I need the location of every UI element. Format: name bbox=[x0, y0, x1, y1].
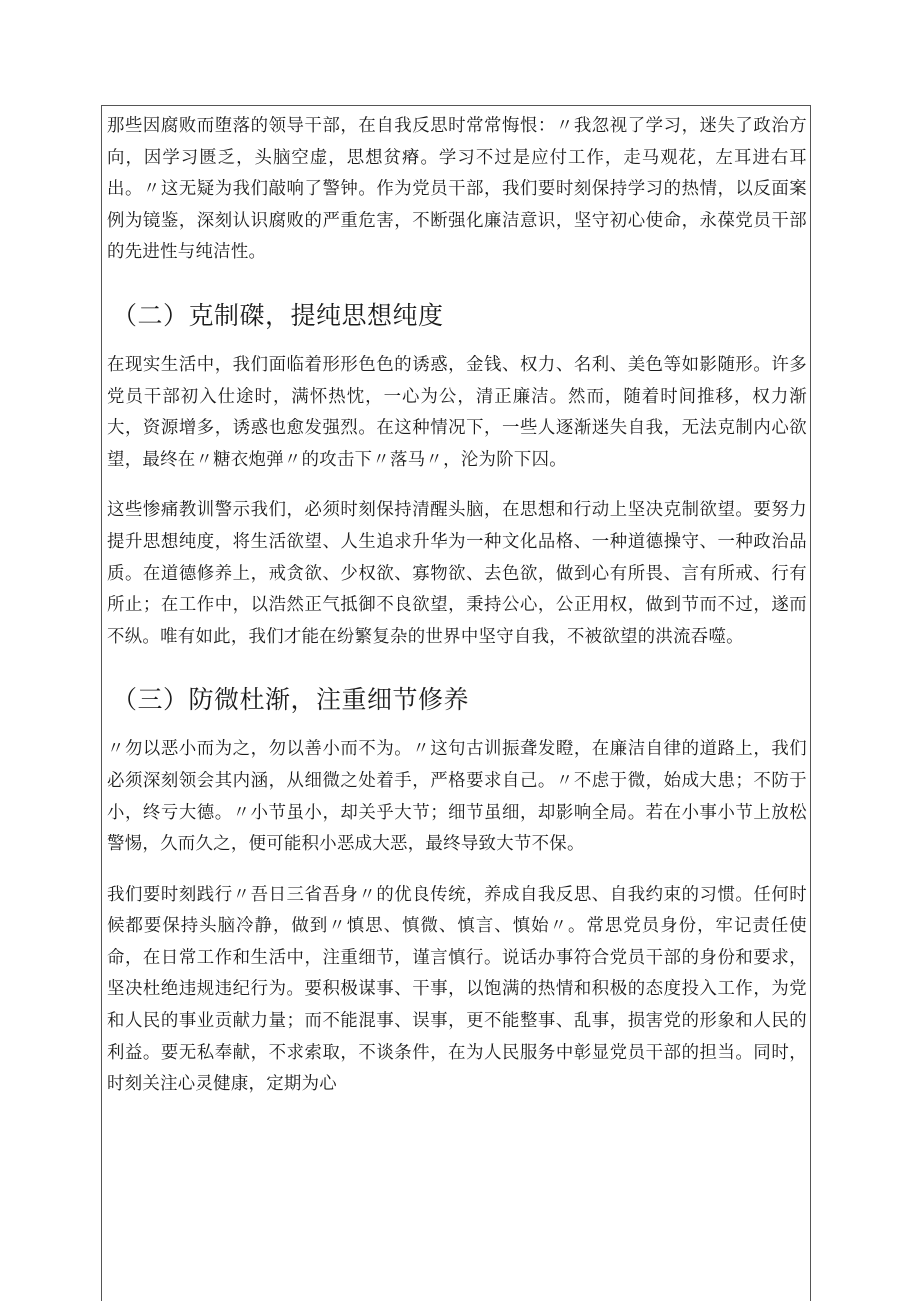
paragraph: 这些惨痛教训警示我们，必须时刻保持清醒头脑，在思想和行动上坚决克制欲望。要努力提升思想纯度，将生活欲望、人生追求升华为一种文化品格、一种道德操守、一种政治品质。在道德修养上，戒贪欲、少权欲、寡物欲、去色欲，做到心有所畏、言有所戒、行有所止；在工作中，以浩然正气抵御不良欲望，秉持公心，公正用权，做到节而不过，遂而不纵。唯有如此，我们才能在纷繁复杂的世界中坚守自我，不被欲望的洪流吞噬。 bbox=[107, 500, 807, 647]
paragraph: 〃勿以恶小而为之，勿以善小而不为。〃这句古训振聋发瞪，在廉洁自律的道路上，我们必须深刻领会其内涵，从细微之处着手，严格要求自己。〃不虑于微，始成大患；不防于小，终亏大德。〃小节虽小，却关乎大节；细节虽细，却影响全局。若在小事小节上放松警惕，久而久之，便可能积小恶成大恶，最终导致大节不保。 bbox=[107, 739, 807, 855]
paragraph: 在现实生活中，我们面临着形形色色的诱惑，金钱、权力、名利、美色等如影随形。许多党员干部初入仕途时，满怀热忱，一心为公，清正廉洁。然而，随着时间推移，权力渐大，资源增多，诱惑也愈发强烈。在这种情况下，一些人逐渐迷失自我，无法克制内心欲望，最终在〃糖衣炮弹〃的攻击下〃落马〃，沦为阶下囚。 bbox=[107, 354, 807, 470]
paragraph-intro: 那些因腐败而堕落的领导干部，在自我反思时常常悔恨：〃我忽视了学习，迷失了政治方向，因学习匮乏，头脑空虚，思想贫瘠。学习不过是应付工作，走马观花，左耳进右耳出。〃这无疑为我们敲响了警钟。作为党员干部，我们要时刻保持学习的热情，以反面案例为镜鉴，深刻认识腐败的严重危害，不断强化廉洁意识，坚守初心使命，永葆党员干部的先进性与纯洁性。 bbox=[107, 116, 807, 263]
section-heading-3: （三）防微杜渐，注重细节修养 bbox=[112, 685, 470, 715]
paragraph: 我们要时刻践行〃吾日三省吾身〃的优良传统，养成自我反思、自我约束的习惯。任何时候都要保持头脑冷静，做到〃慎思、慎微、慎言、慎始〃。常思党员身份，牢记责任使命，在日常工作和生活中，注重细节，谨言慎行。说话办事符合党员干部的身份和要求，坚决杜绝违规违纪行为。要积极谋事、干事，以饱满的热情和积极的态度投入工作，为党和人民的事业贡献力量；而不能混事、误事，更不能整事、乱事，损害党的形象和人民的利益。要无私奉献，不求索取，不谈条件，在为人民服务中彰显党员干部的担当。同时，时刻关注心灵健康，定期为心 bbox=[107, 884, 807, 1095]
document-body bbox=[107, 111, 807, 1101]
section-heading-2: （二）克制磔，提纯思想纯度 bbox=[112, 300, 444, 330]
